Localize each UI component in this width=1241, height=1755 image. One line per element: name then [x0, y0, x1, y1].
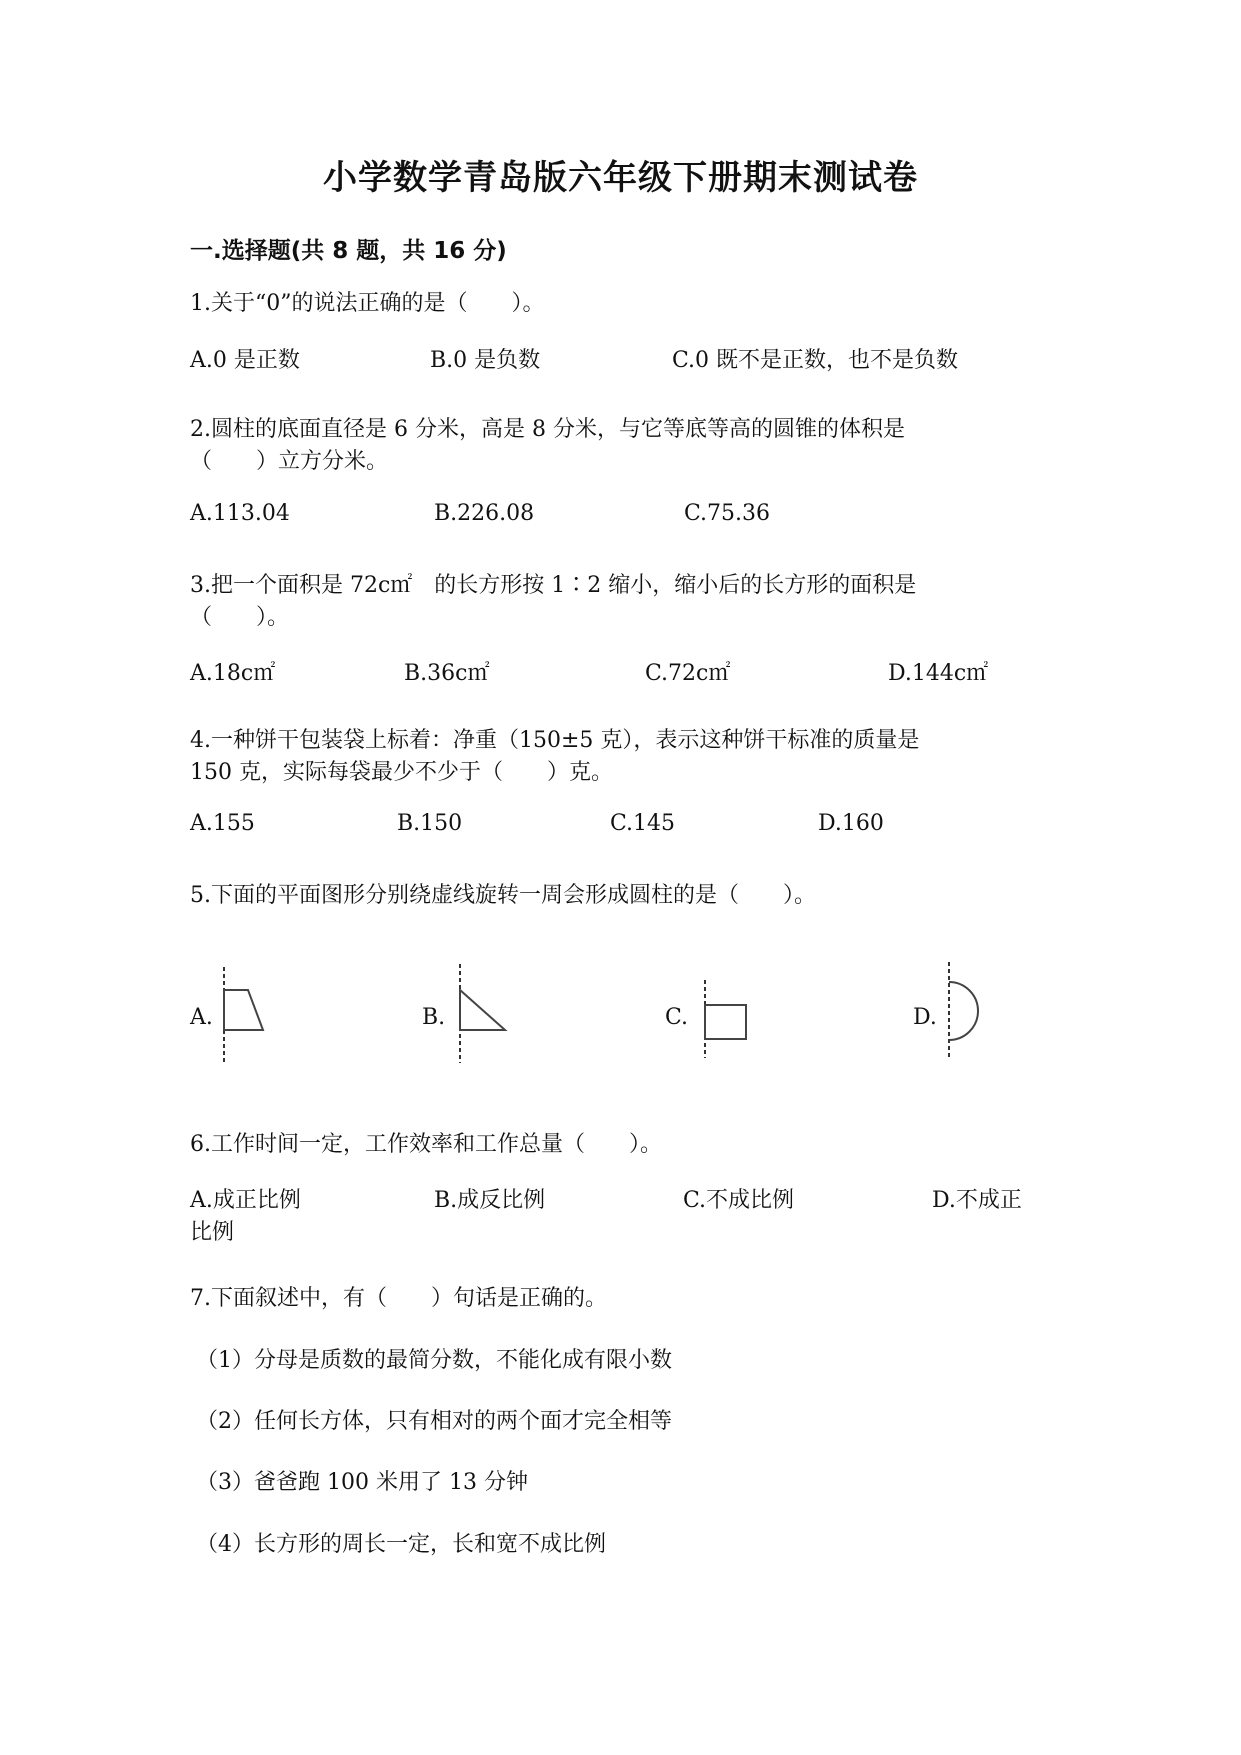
- question-1-option-b[interactable]: B.0 是负数: [430, 348, 541, 373]
- question-3-option-d[interactable]: D.144c㎡: [888, 661, 989, 686]
- question-7-statement-3: （3）爸爸跑 100 米用了 13 分钟: [196, 1470, 528, 1495]
- triangle-figure: [450, 962, 520, 1066]
- question-7-stem: 7.下面叙述中，有（ ）句话是正确的。: [190, 1286, 607, 1311]
- question-6-stem: 6.工作时间一定，工作效率和工作总量（ ）。: [190, 1132, 662, 1157]
- question-4-stem-line-1: 4.一种饼干包装袋上标着：净重（150±5 克），表示这种饼干标准的质量是: [190, 728, 920, 753]
- question-6-option-b[interactable]: B.成反比例: [434, 1188, 546, 1213]
- question-4-option-b[interactable]: B.150: [397, 811, 463, 836]
- question-1-option-c[interactable]: C.0 既不是正数，也不是负数: [672, 348, 959, 373]
- question-7-statement-2: （2）任何长方体，只有相对的两个面才完全相等: [196, 1409, 672, 1434]
- question-1-option-a[interactable]: A.0 是正数: [190, 348, 300, 373]
- section-heading: 一.选择题(共 8 题，共 16 分): [190, 238, 507, 264]
- question-6-option-d[interactable]: D.不成正: [932, 1188, 1022, 1213]
- question-4-option-c[interactable]: C.145: [610, 811, 676, 836]
- question-3-option-b[interactable]: B.36c㎡: [404, 661, 490, 686]
- rectangle-figure: [696, 978, 756, 1060]
- question-2-option-a[interactable]: A.113.04: [190, 501, 290, 526]
- question-4-option-d[interactable]: D.160: [818, 811, 884, 836]
- trapezoid-figure: [215, 965, 275, 1065]
- question-3-stem-line-1: 3.把一个面积是 72c㎡ 的长方形按 1∶2 缩小，缩小后的长方形的面积是: [190, 573, 917, 598]
- question-2-option-b[interactable]: B.226.08: [434, 501, 535, 526]
- question-6-option-c[interactable]: C.不成比例: [683, 1188, 795, 1213]
- question-2-option-c[interactable]: C.75.36: [684, 501, 771, 526]
- question-7-statement-4: （4）长方形的周长一定，长和宽不成比例: [196, 1532, 606, 1557]
- question-5-option-c[interactable]: C.: [665, 1005, 689, 1030]
- question-6-option-d-wrap: 比例: [190, 1220, 235, 1245]
- question-3-option-a[interactable]: A.18c㎡: [190, 661, 276, 686]
- question-6-option-a[interactable]: A.成正比例: [190, 1188, 301, 1213]
- question-3-stem-line-2: （ ）。: [190, 605, 290, 630]
- question-5-option-b[interactable]: B.: [422, 1005, 446, 1030]
- question-4-stem-line-2: 150 克，实际每袋最少不少于（ ）克。: [190, 760, 613, 785]
- question-5-option-d[interactable]: D.: [913, 1005, 937, 1030]
- question-4-option-a[interactable]: A.155: [190, 811, 255, 836]
- question-7-statement-1: （1）分母是质数的最简分数，不能化成有限小数: [196, 1348, 672, 1373]
- question-3-option-c[interactable]: C.72c㎡: [645, 661, 731, 686]
- question-2-stem-line-2: （ ）立方分米。: [190, 449, 389, 474]
- question-2-stem-line-1: 2.圆柱的底面直径是 6 分米，高是 8 分米，与它等底等高的圆锥的体积是: [190, 417, 905, 442]
- question-1-stem: 1.关于“0”的说法正确的是（ ）。: [190, 291, 545, 316]
- question-5-option-a[interactable]: A.: [190, 1005, 213, 1030]
- question-5-stem: 5.下面的平面图形分别绕虚线旋转一周会形成圆柱的是（ ）。: [190, 883, 816, 908]
- page-title: 小学数学青岛版六年级下册期末测试卷: [323, 158, 918, 198]
- semicircle-figure: [942, 960, 992, 1062]
